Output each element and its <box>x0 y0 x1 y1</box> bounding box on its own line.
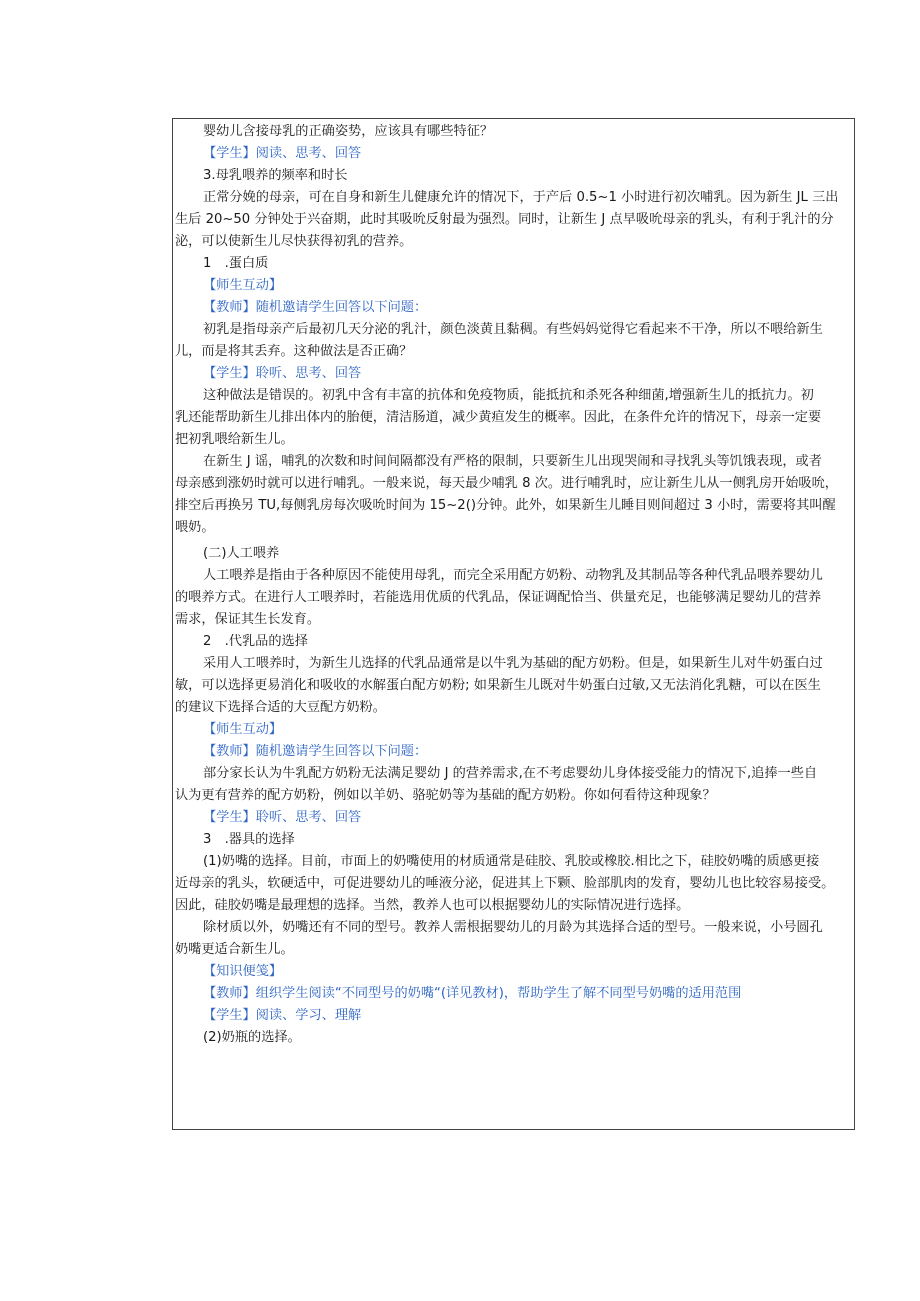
text-line: (2)奶瓶的选择。 <box>203 1030 301 1045</box>
activity-label-line: 【教师】随机邀请学生回答以下问题： <box>203 300 428 315</box>
text-line: 儿，而是将其丢弃。这种做法是否正确？ <box>175 344 413 359</box>
text-line: 认为更有营养的配方奶粉，例如以羊奶、骆驼奶等为基础的配方奶粉。你如何看待这种现象？ <box>175 788 716 803</box>
text-line: 部分家长认为牛乳配方奶粉无法满足婴幼 J 的营养需求,在不考虑婴幼儿身体接受能力的情况下,追捧一些自 <box>203 766 818 781</box>
text-line: 在新生 J 谣，哺乳的次数和时间间隔都没有严格的限制，只要新生儿出现哭闹和寻找乳头等饥饿表现，或者 <box>203 454 822 469</box>
text-line: 的建议下选择合适的大豆配方奶粉。 <box>175 700 386 715</box>
text-line: 这种做法是错误的。初乳中含有丰富的抗体和免疫物质，能抵抗和杀死各种细菌,增强新生儿的抵抗力。初 <box>203 388 814 403</box>
text-line: 2 .代乳品的选择 <box>203 634 308 649</box>
text-line: (二)人工喂养 <box>203 546 280 561</box>
lesson-text-body <box>173 121 854 1049</box>
text-line: 生后 20~50 分钟处于兴奋期，此时其吸吮反射最为强烈。同时，让新生 J 点早吸吮母亲的乳头，有利于乳汁的分 <box>175 212 834 227</box>
text-line: 初乳是指母亲产后最初几天分泌的乳汁，颜色淡黄且黏稠。有些妈妈觉得它看起来不干净，所以不喂给新生 <box>203 322 823 337</box>
lesson-table-cell <box>172 118 855 1130</box>
text-line: 敏，可以选择更易消化和吸收的水解蛋白配方奶粉; 如果新生儿既对牛奶蛋白过敏,又无法消化乳糖，可以在医生 <box>175 678 821 693</box>
text-line: 把初乳喂给新生儿。 <box>175 432 294 447</box>
text-line: 喂奶。 <box>175 520 215 535</box>
text-line: 婴幼儿含接母乳的正确姿势，应该具有哪些特征？ <box>203 124 494 139</box>
text-line: 1 .蛋白质 <box>203 256 269 271</box>
text-line: 近母亲的乳头，软硬适中，可促进婴幼儿的唾液分泌，促进其上下颗、脸部肌肉的发育，婴幼儿也比较容易接受。 <box>175 876 835 891</box>
text-line: 人工喂养是指由于各种原因不能使用母乳，而完全采用配方奶粉、动物乳及其制品等各种代乳品喂养婴幼儿 <box>203 568 823 583</box>
text-line: 正常分娩的母亲，可在自身和新生儿健康允许的情况下，于产后 0.5~1 小时进行初次哺乳。因为新生 JL 三出 <box>203 190 839 205</box>
text-line: 除材质以外，奶嘴还有不同的型号。教养人需根据婴幼儿的月龄为其选择合适的型号。一般来说，小号圆孔 <box>203 920 823 935</box>
activity-label-line: 【师生互动】 <box>203 278 283 293</box>
activity-label-line: 【师生互动】 <box>203 722 283 737</box>
text-line: 排空后再换另 TU,每侧乳房每次吸吮时间为 15~2()分钟。此外，如果新生儿睡目则间超过 3 小时，需要将其叫醒 <box>175 498 836 513</box>
activity-label-line: 【学生】阅读、思考、回答 <box>203 146 362 161</box>
activity-label-line: 【知识便笺】 <box>203 964 283 979</box>
activity-label-line: 【学生】聆听、思考、回答 <box>203 810 362 825</box>
text-line: 奶嘴更适合新生儿。 <box>175 942 294 957</box>
text-line: 3 .器具的选择 <box>203 832 295 847</box>
text-line: 母亲感到涨奶时就可以进行哺乳。一般来说，每天最少哺乳 8 次。进行哺乳时，应让新生儿从一侧乳房开始吸吮， <box>175 476 838 491</box>
text-line: 泌，可以使新生儿尽快获得初乳的营养。 <box>175 234 413 249</box>
text-line: 需求，保证其生长发育。 <box>175 612 321 627</box>
text-line: (1)奶嘴的选择。目前，市面上的奶嘴使用的材质通常是硅胶、乳胶或橡胶.相比之下，硅胶奶嘴的质感更接 <box>203 854 820 869</box>
text-line: 因此，硅胶奶嘴是最理想的选择。当然，教养人也可以根据婴幼儿的实际情况进行选择。 <box>175 898 690 913</box>
activity-label-line: 【学生】聆听、思考、回答 <box>203 366 362 381</box>
text-line: 的喂养方式。在进行人工喂养时，若能选用优质的代乳品，保证调配恰当、供量充足，也能够满足婴幼儿的营养 <box>175 590 822 605</box>
activity-label-line: 【教师】组织学生阅读“不同型号的奶嘴“(详见教材)，帮助学生了解不同型号奶嘴的适用范围 <box>203 986 742 1001</box>
text-line: 乳还能帮助新生儿排出体内的胎便，清洁肠道，减少黄疸发生的概率。因此，在条件允许的情况下，母亲一定要 <box>175 410 822 425</box>
text-line: 3.母乳喂养的频率和时长 <box>203 168 348 183</box>
activity-label-line: 【学生】阅读、学习、理解 <box>203 1008 362 1023</box>
text-line: 采用人工喂养时，为新生儿选择的代乳品通常是以牛乳为基础的配方奶粉。但是，如果新生儿对牛奶蛋白过 <box>203 656 823 671</box>
activity-label-line: 【教师】随机邀请学生回答以下问题： <box>203 744 428 759</box>
